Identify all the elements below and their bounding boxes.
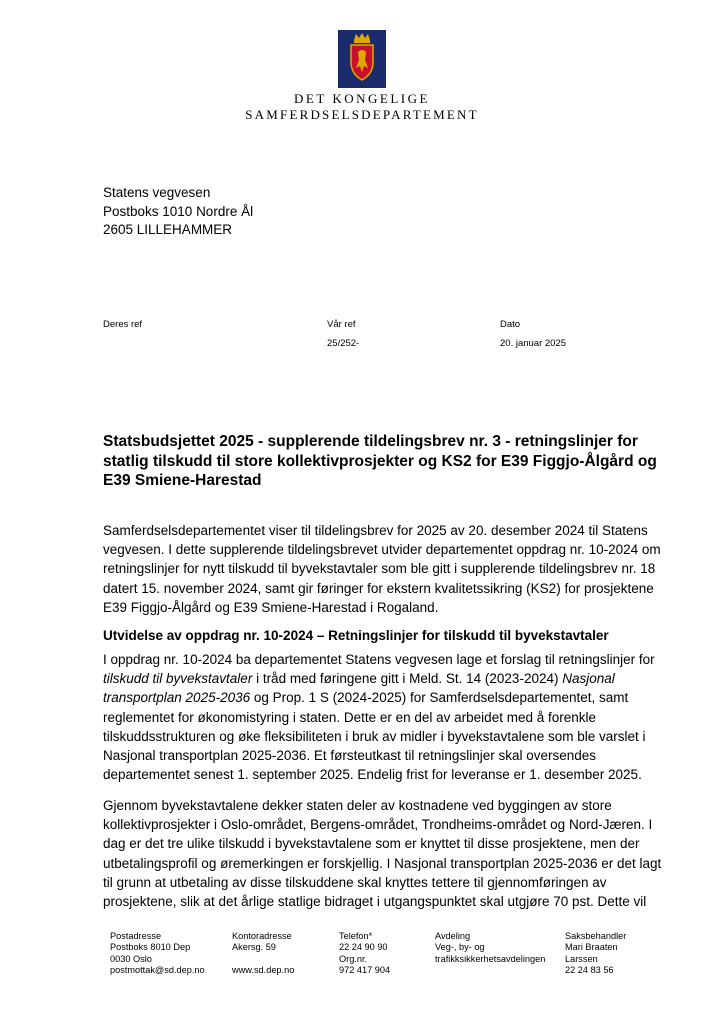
footer-officer-column xyxy=(565,931,626,976)
dept-name-line2: SAMFERDSELSDEPARTEMENT xyxy=(245,107,479,122)
footer-office-blank xyxy=(232,954,294,965)
recipient-box: Postboks 1010 Nordre Ål xyxy=(103,203,254,219)
assignment-italic-2: Nasjonal transportplan 2025-2036 xyxy=(103,671,615,706)
deres-ref-label: Deres ref xyxy=(103,319,143,330)
date-value: 20. januar 2025 xyxy=(500,338,567,349)
footer-phone-column xyxy=(339,931,390,976)
footer-department-line1: Veg-, by- og xyxy=(435,942,485,953)
section-heading: Utvidelse av oppdrag nr. 10-2024 – Retningslinjer for tilskudd til byvekstavtaler xyxy=(103,628,609,643)
footer-postal-column xyxy=(110,931,205,976)
date-label: Dato xyxy=(500,319,521,330)
footer-officer-name2: Larssen xyxy=(565,953,598,964)
footer-office-address: Akersg. 59 xyxy=(232,942,276,953)
footer-orgnr: 972 417 904 xyxy=(339,964,391,975)
footer-officer-name1: Mari Braaten xyxy=(565,942,618,953)
assignment-text-2: i tråd med føringene gitt i Meld. St. 14 (2023-2024) xyxy=(252,671,563,687)
footer-office-label: Kontoradresse xyxy=(232,931,292,941)
letter-title: Statsbudsjettet 2025 - supplerende tildelingsbrev nr. 3 - retningslinjer for statlig tilskudd til store kollektivprosjekter og KS2 for E39 Figgjo-Ålgård og E39 Smiene-Harestad xyxy=(103,433,657,489)
recipient-name: Statens vegvesen xyxy=(103,185,211,200)
ministry-logo xyxy=(242,30,482,123)
footer-phone: 22 24 90 90 xyxy=(339,942,388,953)
footer-department-label: Avdeling xyxy=(435,931,471,941)
byvekst-paragraph: Gjennom byvekstavtalene dekker staten deler av kostnadene ved byggingen av store kollektivprosjekter i Oslo-området, Bergens-området, Trondheims-området og Nord-Jæren. I dag er det tre ulike tilskudd i byvekstavtalene som er knyttet til disse prosjektene, men der utbetalingsprofil og øremerkingen er forskjellig. I Nasjonal transportplan 2025-2036 er det lagt til grunn at utbetaling av disse tilskuddene skal knyttes tettere til gjennomføringen av prosjektene, slik at det årlige statlige bidraget i utgangspunktet skal utgjøre 70 pst. Dette vil xyxy=(103,798,662,910)
footer-email: postmottak@sd.dep.no xyxy=(110,964,205,975)
assignment-text-3: og Prop. 1 S (2024-2025) for Samferdselsdepartementet, samt reglementet for økonomistyring i staten. Dette er en del av arbeidet med å forenkle tilskuddsstrukturen og øke fleksibiliteten i bruk av midler i byvekstavtalene som ble varslet i Nasjonal transportplan 2025-2036. Et førsteutkast til retningslinjer skal oversendes departementet senest 1. september 2025. Endelig frist for leveranse er 1. desember 2025. xyxy=(103,690,646,783)
footer-department-column xyxy=(435,931,545,965)
footer-postal-city: 0030 Oslo xyxy=(110,953,152,964)
footer-phone-label: Telefon* xyxy=(339,931,373,941)
var-ref-value: 25/252- xyxy=(327,338,360,349)
footer-office-column xyxy=(232,931,294,976)
coat-of-arms-icon xyxy=(338,30,386,88)
footer-postal-label: Postadresse xyxy=(110,931,162,941)
footer-postal-box: Postboks 8010 Dep xyxy=(110,942,191,953)
footer-officer-phone: 22 24 83 56 xyxy=(565,964,614,975)
assignment-text-1: I oppdrag nr. 10-2024 ba departementet Statens vegvesen lage et forslag til retningslinjer for xyxy=(103,652,655,667)
footer-website: www.sd.dep.no xyxy=(232,964,295,975)
assignment-italic-1: tilskudd til byvekstavtaler xyxy=(103,671,253,687)
recipient-city: 2605 LILLEHAMMER xyxy=(103,222,233,237)
assignment-paragraph xyxy=(103,650,673,784)
var-ref-label: Vår ref xyxy=(327,319,356,330)
footer-officer-label: Saksbehandler xyxy=(565,931,627,941)
footer-orgnr-label: Org.nr. xyxy=(339,953,368,964)
dept-name-line1: DET KONGELIGE xyxy=(294,91,430,106)
footer-department-line2: trafikksikkerhetsavdelingen xyxy=(435,953,546,964)
intro-paragraph: Samferdselsdepartementet viser til tildelingsbrev for 2025 av 20. desember 2024 til Statens vegvesen. I dette supplerende tildelingsbrevet utvider departementet oppdrag nr. 10-2024 om retningslinjer for nytt tilskudd til byvekstavtaler som ble gitt i supplerende tildelingsbrev nr. 18 datert 15. november 2024, samt gir føringer for ekstern kvalitetssikring (KS2) for prosjektene E39 Figgjo-Ålgård og E39 Smiene-Harestad i Rogaland. xyxy=(103,523,661,615)
recipient-address xyxy=(103,184,253,240)
